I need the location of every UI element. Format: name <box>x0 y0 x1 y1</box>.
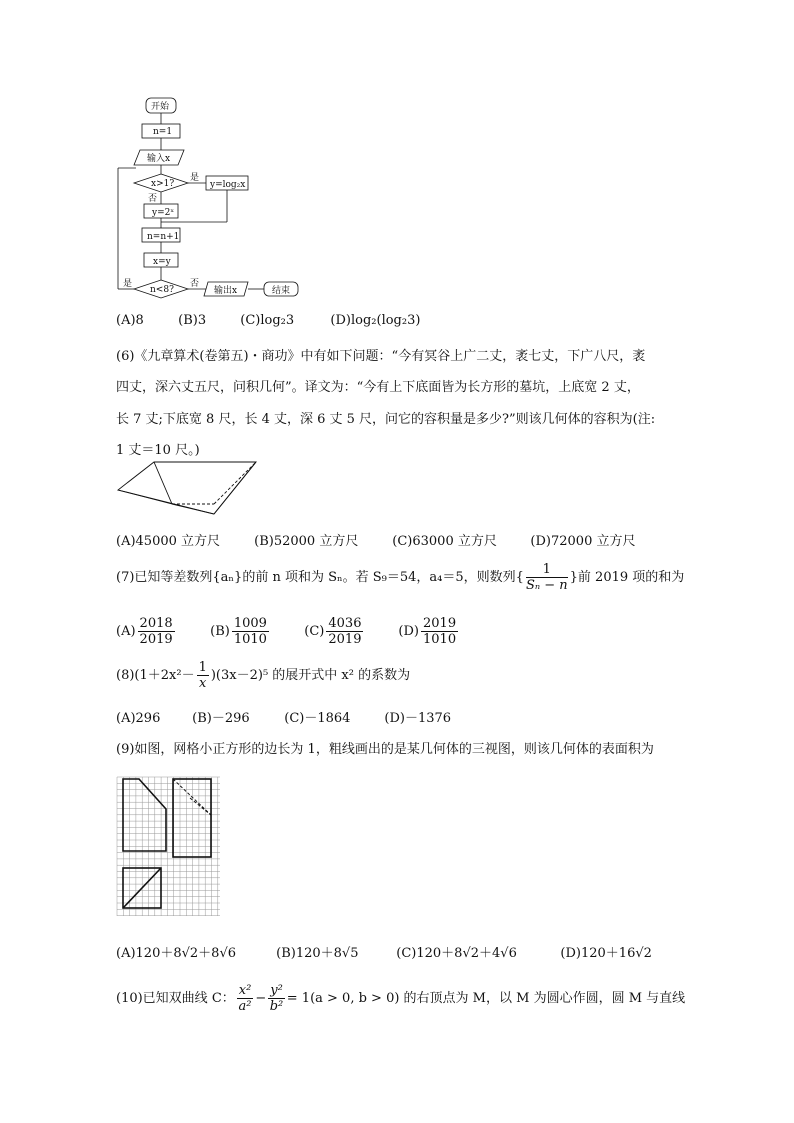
q10-stem-pre: (10)已知双曲线 C： <box>116 991 235 1006</box>
tomb-pit-figure <box>114 460 260 520</box>
three-view-grid <box>116 776 222 918</box>
flowchart-inc-label: n=n+1 <box>147 232 180 242</box>
q10-fraction-x: $\frac{\text{x²}}{\text{a²}}$ <box>238 983 252 1014</box>
q6-line4: 1 丈＝10 尺。) <box>116 443 200 458</box>
q7-option-b[interactable]: (B) $\frac{1009}{1010}$ <box>210 616 267 647</box>
q6-option-b[interactable]: (B)52000 立方尺 <box>254 534 359 549</box>
flowchart <box>110 94 310 304</box>
q9-option-a[interactable]: (A)120＋8√2＋8√6 <box>116 946 236 961</box>
q5-option-a[interactable]: (A)8 <box>116 313 144 328</box>
q7-stem <box>116 562 684 593</box>
flowchart-yes2-label: 是 <box>123 279 133 289</box>
flowchart-input-label: 输入x <box>147 154 171 164</box>
flowchart-start-label: 开始 <box>151 102 170 112</box>
q10-stem: (10)已知双曲线 C： $\frac{\text{x²}}{\text{a²}}$ − $\frac{\text{y²}}{\text{b²}}$ = 1(a > 0, b > 0) 的右顶点为 M，以 M 为圆心作圆，圆 M 与直线 <box>116 983 686 1014</box>
q9-option-d[interactable]: (D)120＋16√2 <box>560 946 652 961</box>
q7-options <box>116 616 460 647</box>
q8-options <box>116 707 451 726</box>
q8-fraction: $\frac{1}{x}$ <box>198 660 207 691</box>
q10-fraction-y: $\frac{\text{y²}}{\text{b²}}$ <box>269 983 284 1014</box>
q7-stem-post: }前 2019 项的和为 <box>569 570 685 585</box>
q6-line3: 长 7 丈;下底宽 8 尺，长 4 丈，深 6 丈 5 尺，问它的容积量是多少?”则该几何体的容积为(注: <box>116 412 656 427</box>
q9-option-c[interactable]: (C)120＋8√2＋4√6 <box>396 946 517 961</box>
q8-stem-post: )(3x－2)⁵ 的展开式中 x² 的系数为 <box>210 668 411 683</box>
q8-stem <box>116 660 410 691</box>
q7-stem-pre: (7)已知等差数列{aₙ}的前 n 项和为 Sₙ。若 S₉＝54，a₄＝5，则数列{ <box>116 570 524 585</box>
q8-option-c[interactable]: (C)－1864 <box>284 711 351 726</box>
q8-option-a[interactable]: (A)296 <box>116 711 161 726</box>
q7-option-c[interactable]: (C) $\frac{4036}{2019}$ <box>304 616 362 647</box>
q6-option-d[interactable]: (D)72000 立方尺 <box>530 534 636 549</box>
q9-options <box>116 942 652 961</box>
q9-option-b[interactable]: (B)120＋8√5 <box>276 946 359 961</box>
flowchart-cond1-label: x>1? <box>151 179 175 189</box>
q7-option-a[interactable]: (A) $\frac{2018}{2019}$ <box>116 616 173 647</box>
q8-stem-pre: (8)(1＋2x²－ <box>116 668 195 683</box>
flowchart-cond2-label: n<8? <box>150 285 174 295</box>
q6-option-c[interactable]: (C)63000 立方尺 <box>392 534 497 549</box>
flowchart-pow-label: y=2ˣ <box>152 208 175 218</box>
flowchart-output-label: 输出x <box>214 286 238 296</box>
q5-option-b[interactable]: (B)3 <box>178 313 207 328</box>
q5-option-c[interactable]: (C)log₂3 <box>240 313 295 328</box>
q6-line2: 四丈，深六丈五尺，问积几何”。译文为：“今有上下底面皆为长方形的墓坑，上底宽 2 丈， <box>116 380 640 395</box>
q7-fraction: $\frac{1}{\text{Sₙ − n}}$ <box>525 562 568 593</box>
flowchart-yes1-label: 是 <box>190 173 200 183</box>
q8-option-d[interactable]: (D)－1376 <box>384 711 452 726</box>
flowchart-no2-label: 否 <box>190 279 200 289</box>
q10-stem-post: = 1(a > 0, b > 0) 的右顶点为 M，以 M 为圆心作圆，圆 M 与直线 <box>286 991 686 1006</box>
flowchart-log-label: y=log₂x <box>210 180 246 190</box>
q6-line1: (6)《九章算术(卷第五)・商功》中有如下问题：“今有冥谷上广二丈，袤七丈，下广八尺，袤 <box>116 349 646 364</box>
flowchart-end-label: 结束 <box>272 286 291 296</box>
flowchart-assign-label: x=y <box>153 257 171 267</box>
q6-options <box>116 530 635 549</box>
q7-option-d[interactable]: (D) $\frac{2019}{1010}$ <box>398 616 457 647</box>
flowchart-no1-label: 否 <box>148 194 158 204</box>
q9-stem: (9)如图，网格小正方形的边长为 1，粗线画出的是某几何体的三视图，则该几何体的表面积为 <box>116 742 654 757</box>
q5-options <box>116 313 420 328</box>
q6-option-a[interactable]: (A)45000 立方尺 <box>116 534 221 549</box>
q8-option-b[interactable]: (B)－296 <box>192 711 250 726</box>
q5-option-d[interactable]: (D)log₂(log₂3) <box>330 313 421 328</box>
flowchart-init-label: n=1 <box>153 127 173 137</box>
